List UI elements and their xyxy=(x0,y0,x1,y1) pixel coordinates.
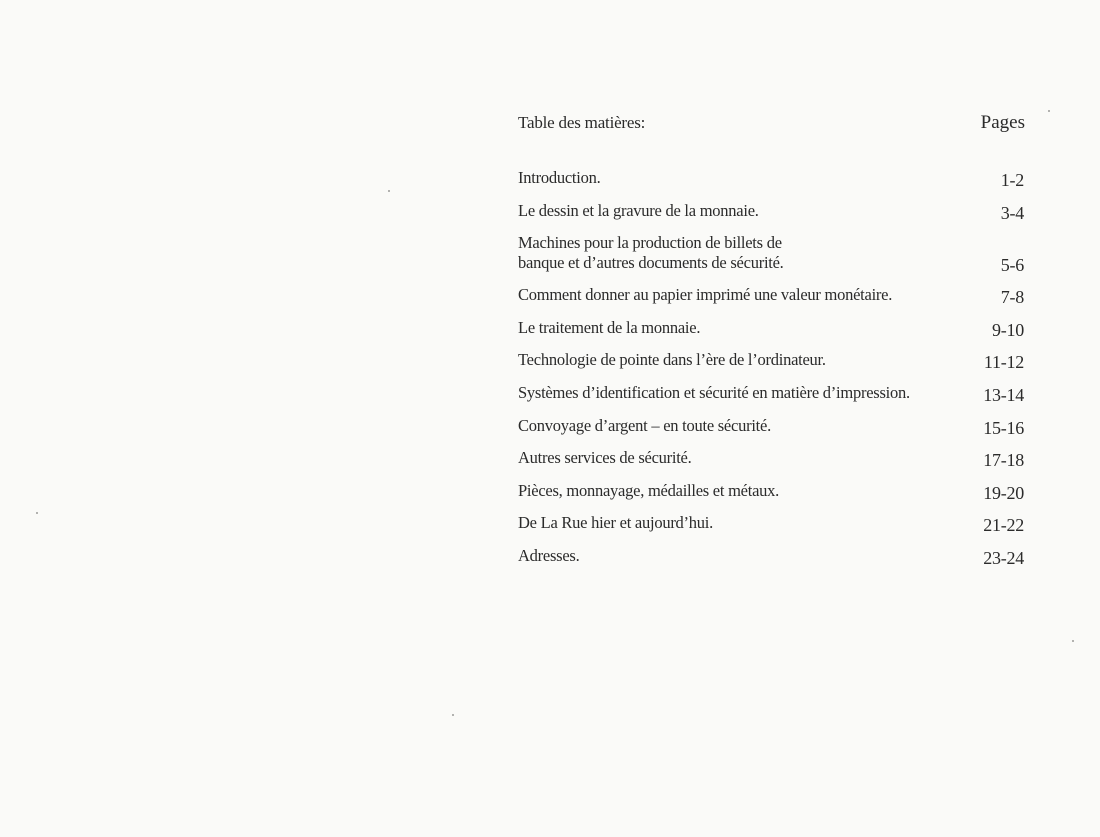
toc-entry-pages: 21-22 xyxy=(983,515,1024,536)
toc-entry-pages: 23-24 xyxy=(983,547,1024,568)
toc-list xyxy=(518,168,1026,570)
toc-entry xyxy=(518,407,1026,440)
toc-title: Table des matières: xyxy=(518,113,646,132)
paper-speck xyxy=(452,714,454,716)
toc-entry xyxy=(518,342,1026,375)
paper-speck xyxy=(1048,110,1050,112)
toc-entry xyxy=(518,537,1026,570)
toc-entry-title: Introduction. xyxy=(518,168,601,187)
toc-entry-title: Pièces, monnayage, médailles et métaux. xyxy=(518,480,780,500)
toc-entry-pages: 1-2 xyxy=(1000,170,1024,190)
toc-entry-title: Comment donner au papier imprimé une valeur monétaire. xyxy=(518,285,893,305)
toc-entry-title: Adresses. xyxy=(518,545,580,565)
toc-entry xyxy=(518,505,1026,538)
paper-speck xyxy=(1072,640,1074,642)
table-of-contents xyxy=(518,112,1026,570)
toc-entry xyxy=(518,192,1026,225)
toc-header xyxy=(518,112,1026,150)
toc-entry-title: Machines pour la production de billets de banque et d’autres documents de sécurité. xyxy=(518,232,784,272)
toc-entry xyxy=(518,277,1026,310)
toc-entry-pages: 11-12 xyxy=(983,352,1024,373)
toc-entry-title: De La Rue hier et aujourd’hui. xyxy=(518,513,714,533)
toc-entry-pages: 5-6 xyxy=(1000,254,1024,275)
paper-speck xyxy=(388,190,390,192)
toc-entry xyxy=(518,225,1026,277)
toc-entry-pages: 13-14 xyxy=(983,384,1024,405)
toc-entry-title: Le dessin et la gravure de la monnaie. xyxy=(518,200,759,220)
toc-entry-title: Autres services de sécurité. xyxy=(518,448,692,468)
toc-entry-title: Convoyage d’argent – en toute sécurité. xyxy=(518,415,771,435)
toc-entry-title: Le traitement de la monnaie. xyxy=(518,317,701,337)
toc-entry-pages: 3-4 xyxy=(1000,202,1024,223)
toc-entry-pages: 7-8 xyxy=(1000,287,1024,308)
paper-speck xyxy=(36,512,38,514)
toc-entry xyxy=(518,374,1026,407)
toc-pages-label: Pages xyxy=(980,112,1025,133)
toc-entry xyxy=(518,309,1026,342)
toc-entry xyxy=(518,168,1026,192)
toc-entry-pages: 19-20 xyxy=(983,482,1024,503)
toc-entry xyxy=(518,440,1026,473)
toc-entry-title: Technologie de pointe dans l’ère de l’ordinateur. xyxy=(518,350,826,370)
toc-entry-pages: 15-16 xyxy=(983,417,1024,438)
toc-entry-pages: 17-18 xyxy=(983,450,1024,471)
toc-entry-pages: 9-10 xyxy=(992,319,1024,340)
toc-entry-title: Systèmes d’identification et sécurité en matière d’impression. xyxy=(518,382,910,402)
toc-entry xyxy=(518,472,1026,505)
